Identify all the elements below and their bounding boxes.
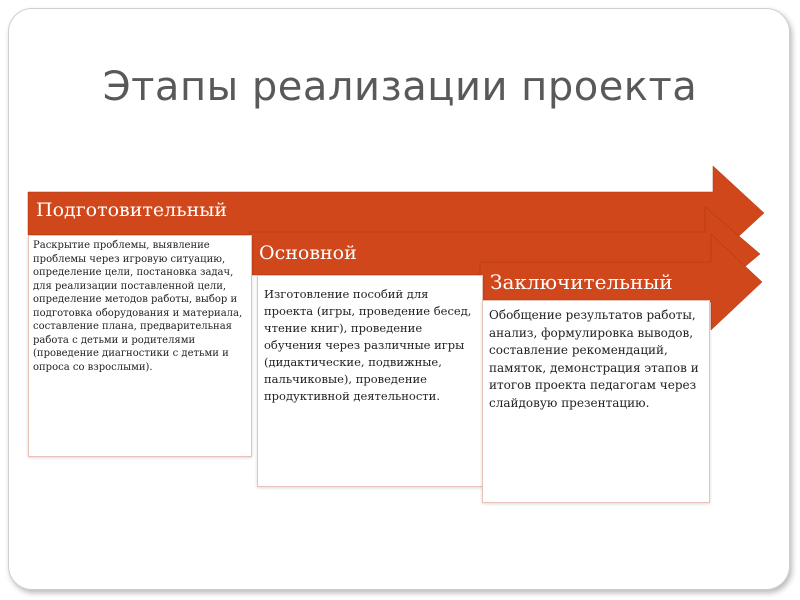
slide-title: Этапы реализации проекта	[102, 64, 698, 110]
stage-label-preparatory: Подготовительный	[36, 199, 228, 221]
stage-description-main: Изготовление пособий для проекта (игры, проведение бесед, чтение книг), проведение обучения через различные игры (дидактические, подвижные, пальчиковые), проведение продуктивной деятельности.	[264, 287, 472, 403]
stage-description-preparatory: Раскрытие проблемы, выявление проблемы через игровую ситуацию, определение цели, постановка задач, для реализации поставленной цели, определение методов работы, выбор и подготовка оборудования и материала, составление плана, предварительная работа с детьми и родителями (проведение диагностики с детьми и опроса со взрослыми).	[33, 240, 243, 373]
stage-box-main	[257, 275, 483, 487]
stage-label-main: Основной	[259, 242, 357, 264]
stage-description-final: Обобщение результатов работы, анализ, формулировка выводов, составление рекомендаций, памяток, демонстрация этапов и итогов проекта педагогам через слайдовую презентацию.	[489, 308, 699, 410]
stage-box-preparatory	[28, 235, 252, 457]
stage-box-final	[482, 300, 710, 503]
stage-label-final: Заключительный	[490, 270, 673, 294]
